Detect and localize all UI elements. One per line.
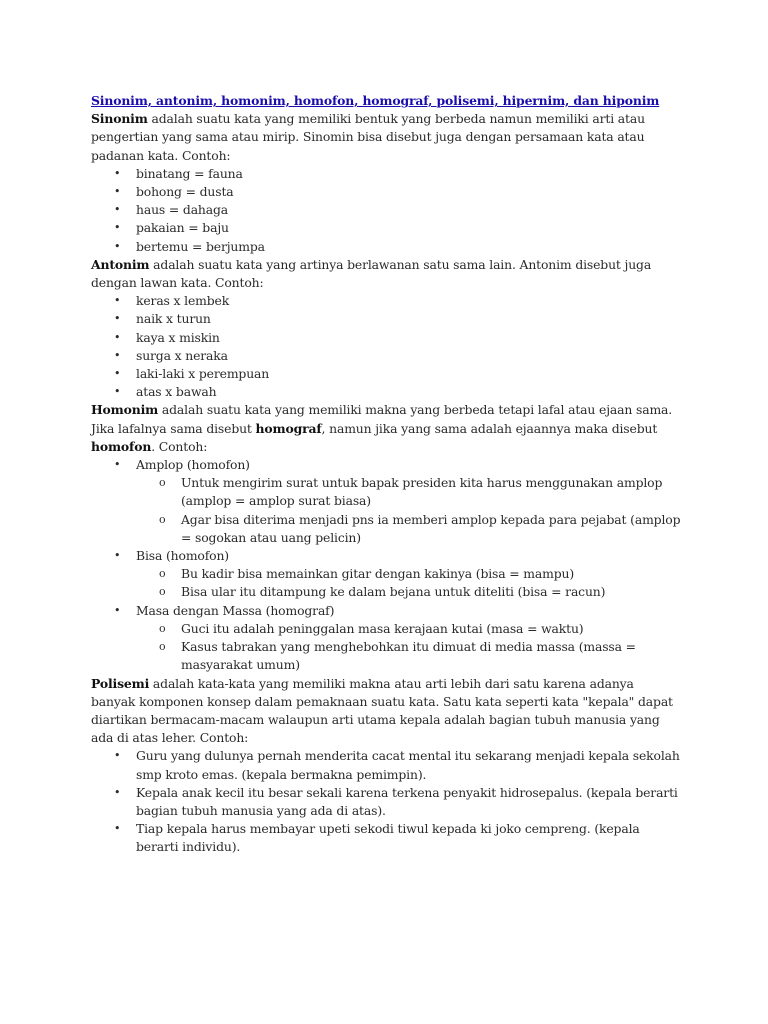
bullet: •	[114, 458, 121, 472]
bullet: •	[114, 312, 121, 326]
list-item	[91, 820, 681, 856]
list-item	[91, 183, 681, 201]
sub-list-item-text: Untuk mengirim surat untuk bapak presiden kita harus menggunakan amplop (amplop = amplop surat biasa)	[181, 475, 663, 509]
homonim-definition: adalah suatu kata yang memiliki makna yang berbeda tetapi lafal atau ejaan sama. Jika lafalnya sama disebut	[91, 402, 673, 436]
bullet: •	[114, 221, 121, 235]
sub-list-item	[136, 620, 681, 638]
list-item-text: surga x neraka	[136, 347, 228, 363]
sinonim-definition: adalah suatu kata yang memiliki bentuk yang berbeda namun memiliki arti atau pengertian yang sama atau mirip. Sinomin bisa disebut juga dengan persamaan kata atau padanan kata. Contoh:	[91, 111, 645, 163]
antonim-definition: adalah suatu kata yang artinya berlawanan satu sama lain. Antonim disebut juga dengan lawan kata. Contoh:	[91, 256, 652, 291]
list-item-text: keras x lembek	[136, 293, 230, 309]
list-item	[91, 347, 681, 365]
sub-list-item	[136, 638, 681, 674]
homonim-paragraph	[91, 401, 681, 456]
sub-list	[136, 474, 681, 547]
list-item	[91, 201, 681, 219]
list-item	[91, 547, 681, 602]
list-item	[91, 310, 681, 328]
bullet: •	[114, 185, 121, 199]
list-item-text: Bisa (homofon)	[136, 548, 229, 564]
bullet: •	[114, 822, 121, 836]
homonim-examples-list	[91, 456, 681, 674]
bullet: •	[114, 549, 121, 563]
list-item-text: binatang = fauna	[136, 165, 243, 181]
sub-bullet: o	[159, 476, 166, 490]
list-item-text: Amplop (homofon)	[136, 457, 250, 473]
sub-bullet: o	[159, 585, 166, 599]
polisemi-term: Polisemi	[91, 675, 150, 691]
list-item-text: atas x bawah	[136, 384, 217, 400]
polisemi-definition: adalah kata-kata yang memiliki makna atau arti lebih dari satu karena adanya banyak komponen konsep dalam pemaknaan suatu kata. Satu kata seperti kata "kepala" dapat diartikan bermacam-macam walaupun arti utama kepala adalah bagian tubuh manusia yang ada di atas leher. Contoh:	[91, 675, 673, 746]
sub-list-item	[136, 511, 681, 547]
homofon-term: homofon	[91, 438, 152, 454]
sub-list-item-text: Bisa ular itu ditampung ke dalam bejana untuk diteliti (bisa = racun)	[181, 584, 606, 600]
list-item-text: bertemu = berjumpa	[136, 238, 265, 254]
bullet: •	[114, 385, 121, 399]
bullet: •	[114, 330, 121, 344]
list-item	[91, 292, 681, 310]
list-item	[91, 456, 681, 547]
list-item-text: Tiap kepala harus membayar upeti sekodi tiwul kepada ki joko cempreng. (kepala berarti individu).	[136, 821, 640, 855]
sub-bullet: o	[159, 621, 166, 635]
bullet: •	[114, 348, 121, 362]
list-item	[91, 365, 681, 383]
antonim-examples-list	[91, 292, 681, 401]
list-item	[91, 784, 681, 820]
sub-list-item-text: Kasus tabrakan yang menghebohkan itu dimuat di media massa (massa = masyarakat umum)	[181, 639, 636, 673]
bullet: •	[114, 166, 121, 180]
list-item	[91, 747, 681, 783]
sinonim-examples-list	[91, 165, 681, 256]
list-item-text: naik x turun	[136, 311, 211, 327]
list-item	[91, 383, 681, 401]
polisemi-examples-list	[91, 747, 681, 856]
list-item	[91, 329, 681, 347]
list-item-text: kaya x miskin	[136, 329, 220, 345]
antonim-paragraph	[91, 256, 681, 292]
bullet: •	[114, 749, 121, 763]
sub-bullet: o	[159, 512, 166, 526]
list-item-text: Kepala anak kecil itu besar sekali karena terkena penyakit hidrosepalus. (kepala berarti bagian tubuh manusia yang ada di atas).	[136, 784, 678, 818]
sub-list-item	[136, 583, 681, 601]
sub-list-item-text: Guci itu adalah peninggalan masa kerajaan kutai (masa = waktu)	[181, 620, 584, 636]
list-item-text: bohong = dusta	[136, 184, 234, 200]
list-item-text: laki-laki x perempuan	[136, 366, 270, 382]
list-item	[91, 238, 681, 256]
bullet: •	[114, 367, 121, 381]
sinonim-term: Sinonim	[91, 111, 148, 127]
polisemi-paragraph	[91, 675, 681, 748]
sub-list-item	[136, 565, 681, 583]
antonim-term: Antonim	[91, 256, 150, 272]
homograf-term: homograf	[255, 420, 322, 436]
sub-list-item-text: Bu kadir bisa memainkan gitar dengan kakinya (bisa = mampu)	[181, 566, 575, 582]
homonim-definition-cont: , namun jika yang sama adalah ejaannya maka disebut	[321, 420, 658, 436]
sub-list-item	[136, 474, 681, 510]
list-item-text: pakaian = baju	[136, 220, 229, 236]
list-item	[91, 602, 681, 675]
homonim-contoh: . Contoh:	[151, 438, 208, 454]
sub-bullet: o	[159, 567, 166, 581]
bullet: •	[114, 603, 121, 617]
list-item-text: Guru yang dulunya pernah menderita cacat mental itu sekarang menjadi kepala sekolah smp kroto emas. (kepala bermakna pemimpin).	[136, 748, 680, 782]
homonim-term: Homonim	[91, 402, 159, 418]
list-item	[91, 219, 681, 237]
bullet: •	[114, 203, 121, 217]
bullet: •	[114, 294, 121, 308]
document-title-link[interactable]: Sinonim, antonim, homonim, homofon, homograf, polisemi, hipernim, dan hiponim	[91, 93, 660, 108]
sub-list	[136, 620, 681, 675]
bullet: •	[114, 239, 121, 253]
list-item-text: Masa dengan Massa (homograf)	[136, 602, 335, 618]
sub-list	[136, 565, 681, 601]
sub-list-item-text: Agar bisa diterima menjadi pns ia memberi amplop kepada para pejabat (amplop = sogokan atau uang pelicin)	[181, 511, 681, 545]
sinonim-paragraph	[91, 110, 681, 165]
document-page	[91, 92, 681, 857]
sub-bullet: o	[159, 640, 166, 654]
list-item-text: haus = dahaga	[136, 202, 229, 218]
bullet: •	[114, 785, 121, 799]
list-item	[91, 165, 681, 183]
